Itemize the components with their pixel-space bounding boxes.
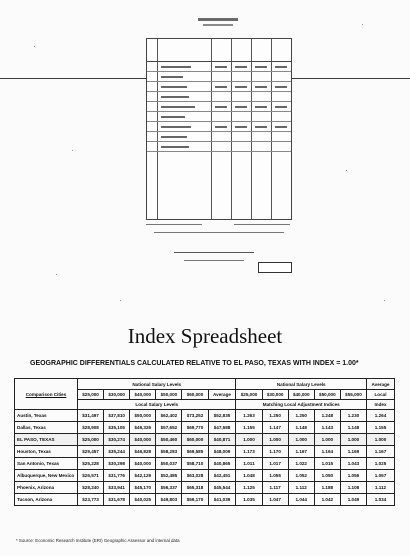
salary-cell: $45,544 xyxy=(208,482,236,494)
page-title: Index Spreadsheet xyxy=(127,324,283,348)
table-row xyxy=(15,482,395,494)
salary-cell: $62,402 xyxy=(156,410,182,422)
salary-cell: $49,803 xyxy=(156,494,182,506)
city-cell: Phoenix, Arizona xyxy=(15,482,78,494)
index-cell: 1.117 xyxy=(262,482,288,494)
thumbnail-text-mark xyxy=(235,106,247,108)
salary-cell: $30,274 xyxy=(104,434,130,446)
thumbnail-text-mark xyxy=(275,66,287,68)
footnote: * Source: Economic Research Institute (ERI) Geographic Assessor and internal data xyxy=(16,538,180,543)
salary-cell: $56,337 xyxy=(156,482,182,494)
salary-cell: $60,000 xyxy=(182,434,208,446)
salary-cell: $52,835 xyxy=(208,410,236,422)
index-cell: 1.000 xyxy=(262,434,288,446)
index-cell: 1.148 xyxy=(288,422,314,434)
index-cell: 1.188 xyxy=(314,482,340,494)
index-cell: 1.034 xyxy=(367,494,395,506)
scan-speck xyxy=(56,274,57,275)
salary-cell: $73,252 xyxy=(182,410,208,422)
index-cell: 1.015 xyxy=(314,458,340,470)
thumbnail-row-divider xyxy=(147,141,291,142)
thumbnail-text-mark xyxy=(161,76,183,78)
level-header: $50,000 xyxy=(156,390,182,400)
salary-cell: $50,037 xyxy=(156,458,182,470)
index-cell: 1.164 xyxy=(314,446,340,458)
thumbnail-stamp-box xyxy=(258,262,292,273)
scan-speck xyxy=(384,300,385,301)
index-cell: 1.035 xyxy=(236,494,262,506)
index-cell: 1.000 xyxy=(236,434,262,446)
scan-speck xyxy=(72,150,73,151)
table-row xyxy=(15,410,395,422)
level-header: $30,000 xyxy=(104,390,130,400)
salary-cell: $40,865 xyxy=(208,458,236,470)
table-row xyxy=(15,434,395,446)
thumbnail-footer-line xyxy=(174,252,254,253)
average-sub-header: Local xyxy=(367,390,395,400)
salary-cell: $58,283 xyxy=(156,446,182,458)
salary-cell: $40,871 xyxy=(208,434,236,446)
city-cell: Dallas, Texas xyxy=(15,422,78,434)
level-header: $40,000 xyxy=(288,390,314,400)
level-header: $60,000 xyxy=(182,390,208,400)
thumbnail-text-mark xyxy=(161,116,185,118)
salary-cell: $58,710 xyxy=(182,458,208,470)
index-cell: 1.108 xyxy=(340,482,366,494)
salary-cell: $31,497 xyxy=(78,410,104,422)
thumbnail-text-mark xyxy=(161,66,191,68)
thumbnail-column-divider xyxy=(251,39,252,219)
level-header: $50,000 xyxy=(314,390,340,400)
thumbnail-title-mark xyxy=(198,18,238,21)
thumbnail-row-divider xyxy=(147,111,291,112)
thumbnail-row-divider xyxy=(147,91,291,92)
city-cell: EL PASO, TEXAS xyxy=(15,434,78,446)
thumbnail-text-mark xyxy=(235,66,247,68)
table-row xyxy=(15,422,395,434)
salary-cell: $41,039 xyxy=(208,494,236,506)
index-cell: 1.143 xyxy=(314,422,340,434)
salary-cell: $37,810 xyxy=(104,410,130,422)
index-cell: 1.248 xyxy=(314,410,340,422)
salary-cell: $35,244 xyxy=(104,446,130,458)
salary-cell: $35,105 xyxy=(104,422,130,434)
index-cell: 1.167 xyxy=(288,446,314,458)
group-header-left: National Salary Levels xyxy=(78,379,236,390)
index-cell: 1.025 xyxy=(367,458,395,470)
index-cell: 1.044 xyxy=(288,494,314,506)
table-row xyxy=(15,446,395,458)
thumbnail-text-mark xyxy=(161,86,187,88)
scan-speck xyxy=(120,300,121,301)
salary-cell: $40,000 xyxy=(130,434,156,446)
index-cell: 1.050 xyxy=(314,470,340,482)
city-cell: Albuquerque, New Mexico xyxy=(15,470,78,482)
thumbnail-text-mark xyxy=(275,126,287,128)
salary-cell: $69,770 xyxy=(182,422,208,434)
thumbnail-row-divider xyxy=(147,81,291,82)
index-cell: 1.000 xyxy=(288,434,314,446)
thumbnail-footer-line xyxy=(154,232,284,233)
level-header: $25,000 xyxy=(78,390,104,400)
sub-header-left: Local Salary Levels xyxy=(78,400,236,410)
index-cell: 1.043 xyxy=(340,458,366,470)
salary-cell: $40,000 xyxy=(130,458,156,470)
thumbnail-text-mark xyxy=(161,106,195,108)
thumbnail-row-divider xyxy=(147,151,291,152)
table-row xyxy=(15,458,395,470)
average-header: Average xyxy=(208,390,236,400)
thumbnail-row-divider xyxy=(147,131,291,132)
index-cell: 1.055 xyxy=(262,470,288,482)
level-header: $30,000 xyxy=(262,390,288,400)
scan-speck xyxy=(362,24,363,25)
thumbnail-footer-line xyxy=(234,224,290,225)
index-cell: 1.048 xyxy=(236,470,262,482)
group-header-right: National Salary Levels xyxy=(236,379,367,390)
index-cell: 1.112 xyxy=(288,482,314,494)
level-header: $25,000 xyxy=(236,390,262,400)
salary-cell: $50,460 xyxy=(156,434,182,446)
thumbnail-text-mark xyxy=(275,106,287,108)
thumbnail-row-divider xyxy=(147,71,291,72)
scan-speck xyxy=(346,170,347,171)
salary-cell: $57,652 xyxy=(156,422,182,434)
average-sub-header: Index xyxy=(367,400,395,410)
thumbnail-row-divider xyxy=(147,101,291,102)
city-cell: Austin, Texas xyxy=(15,410,78,422)
salary-cell: $42,129 xyxy=(130,470,156,482)
city-cell: Houston, Texas xyxy=(15,446,78,458)
salary-cell: $28,240 xyxy=(78,482,104,494)
level-header: $55,000 xyxy=(340,390,366,400)
index-cell: 1.169 xyxy=(340,446,366,458)
index-cell: 1.263 xyxy=(236,410,262,422)
thumbnail-row-divider xyxy=(147,121,291,122)
index-cell: 1.057 xyxy=(367,470,395,482)
index-cell: 1.052 xyxy=(288,470,314,482)
salary-cell: $48,009 xyxy=(208,446,236,458)
index-cell: 1.250 xyxy=(262,410,288,422)
index-cell: 1.011 xyxy=(236,458,262,470)
table-row xyxy=(15,494,395,506)
table-row xyxy=(15,470,395,482)
index-cell: 1.000 xyxy=(367,434,395,446)
thumbnail-text-mark xyxy=(215,106,227,108)
index-cell: 1.167 xyxy=(367,446,395,458)
salary-cell: $46,828 xyxy=(130,446,156,458)
thumbnail-text-mark xyxy=(255,66,267,68)
city-cell: San Antonio, Texas xyxy=(15,458,78,470)
index-cell: 1.264 xyxy=(367,410,395,422)
index-cell: 1.125 xyxy=(236,482,262,494)
thumbnail-column-divider xyxy=(211,39,212,219)
salary-cell: $28,908 xyxy=(78,422,104,434)
index-cell: 1.173 xyxy=(236,446,262,458)
thumbnail-text-mark xyxy=(275,86,287,88)
index-table-container xyxy=(14,378,395,506)
index-cell: 1.250 xyxy=(288,410,314,422)
index-table xyxy=(14,378,395,506)
thumbnail-column-divider xyxy=(157,39,158,219)
thumbnail-column-divider xyxy=(271,39,272,219)
thumbnail-text-mark xyxy=(215,66,227,68)
thumbnail-text-mark xyxy=(161,146,189,148)
thumbnail-footer-line xyxy=(184,260,244,261)
salary-cell: $29,457 xyxy=(78,446,104,458)
salary-cell: $26,571 xyxy=(78,470,104,482)
salary-cell: $46,326 xyxy=(130,422,156,434)
salary-cell: $40,025 xyxy=(130,494,156,506)
salary-cell: $31,678 xyxy=(104,494,130,506)
index-cell: 1.148 xyxy=(340,422,366,434)
thumbnail-subtitle-mark xyxy=(203,24,233,26)
page-thumbnail xyxy=(118,18,318,268)
salary-cell: $23,773 xyxy=(78,494,104,506)
index-cell: 1.042 xyxy=(314,494,340,506)
index-cell: 1.049 xyxy=(340,494,366,506)
salary-cell: $65,318 xyxy=(182,482,208,494)
thumbnail-text-mark xyxy=(255,86,267,88)
index-cell: 1.230 xyxy=(340,410,366,422)
salary-cell: $25,228 xyxy=(78,458,104,470)
thumbnail-text-mark xyxy=(215,86,227,88)
thumbnail-text-mark xyxy=(255,126,267,128)
thumbnail-text-mark xyxy=(235,126,247,128)
city-cell: Tucson, Arizona xyxy=(15,494,78,506)
index-cell: 1.155 xyxy=(236,422,262,434)
index-cell: 1.000 xyxy=(340,434,366,446)
thumbnail-text-mark xyxy=(235,86,247,88)
salary-cell: $31,776 xyxy=(104,470,130,482)
index-cell: 1.155 xyxy=(367,422,395,434)
salary-cell: $30,298 xyxy=(104,458,130,470)
salary-cell: $52,485 xyxy=(156,470,182,482)
thumbnail-column-divider xyxy=(231,39,232,219)
corner-header: Comparison Cities xyxy=(15,379,78,410)
index-cell: 1.112 xyxy=(367,482,395,494)
index-cell: 1.170 xyxy=(262,446,288,458)
thumbnail-text-mark xyxy=(255,106,267,108)
index-cell: 1.056 xyxy=(340,470,366,482)
salary-cell: $63,028 xyxy=(182,470,208,482)
index-cell: 1.022 xyxy=(288,458,314,470)
sub-header-right: Matching Local Adjustment Indices xyxy=(236,400,367,410)
salary-cell: $47,588 xyxy=(208,422,236,434)
index-cell: 1.017 xyxy=(262,458,288,470)
salary-cell: $69,585 xyxy=(182,446,208,458)
thumbnail-text-mark xyxy=(215,126,227,128)
index-cell: 1.000 xyxy=(314,434,340,446)
table-heading: GEOGRAPHIC DIFFERENTIALS CALCULATED RELATIVE TO EL PASO, TEXAS WITH INDEX = 1.00* xyxy=(30,360,359,367)
index-cell: 1.147 xyxy=(262,422,288,434)
thumbnail-table xyxy=(146,38,292,220)
thumbnail-text-mark xyxy=(161,126,191,128)
thumbnail-footer-line xyxy=(146,224,202,225)
index-cell: 1.047 xyxy=(262,494,288,506)
scan-speck xyxy=(34,46,35,47)
salary-cell: $25,000 xyxy=(78,434,104,446)
group-header-average: Average xyxy=(367,379,395,390)
salary-cell: $33,941 xyxy=(104,482,130,494)
table-header-row xyxy=(15,379,395,390)
thumbnail-text-mark xyxy=(161,136,187,138)
salary-cell: $59,170 xyxy=(182,494,208,506)
salary-cell: $42,451 xyxy=(208,470,236,482)
salary-cell: $45,170 xyxy=(130,482,156,494)
thumbnail-table-header xyxy=(147,39,291,62)
salary-cell: $50,000 xyxy=(130,410,156,422)
level-header: $40,000 xyxy=(130,390,156,400)
thumbnail-text-mark xyxy=(161,96,189,98)
